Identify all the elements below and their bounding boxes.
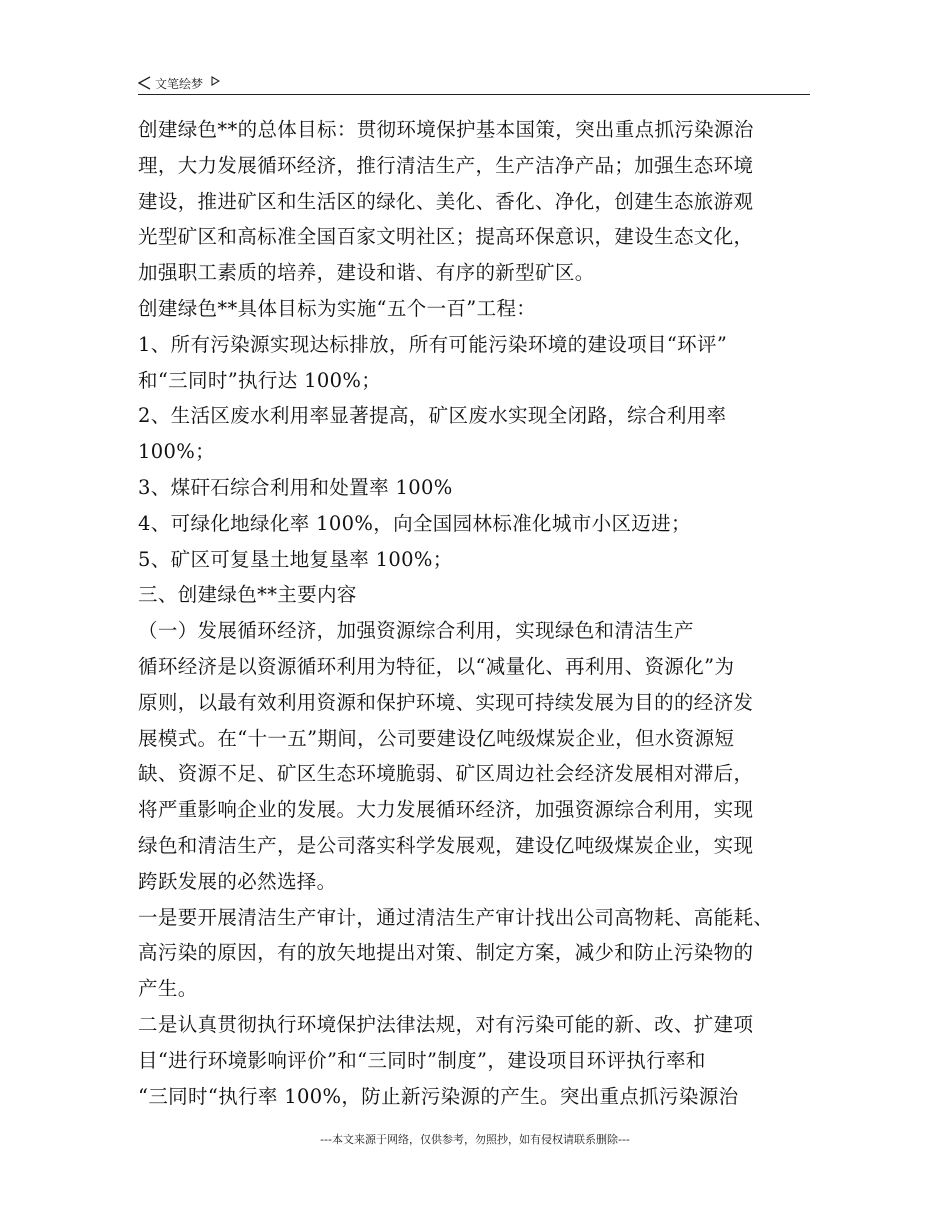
text-line: “三同时“执行率 100%，防止新污染源的产生。突出重点抓污染源治 xyxy=(138,1084,739,1108)
text-line: 缺、资源不足、矿区生态环境脆弱、矿区周边社会经济发展相对滞后， xyxy=(138,762,754,786)
text-line: 创建绿色**的总体目标：贯彻环境保护基本国策，突出重点抓污染源治 xyxy=(138,118,754,141)
text-line: 3、煤矸石综合利用和处置率 100% xyxy=(138,475,453,499)
header-title: 文笔绘梦 xyxy=(155,76,204,91)
text-line: 绿色和清洁生产，是公司落实科学发展观，建设亿吨级煤炭企业，实现 xyxy=(138,833,754,857)
text-line: 产生。 xyxy=(138,977,198,1001)
text-line: 将严重影响企业的发展。大力发展循环经济，加强资源综合利用，实现 xyxy=(138,798,754,822)
text-line: 建设，推进矿区和生活区的绿化、美化、香化、净化，创建生态旅游观 xyxy=(138,189,754,213)
text-line: （一）发展循环经济，加强资源综合利用，实现绿色和清洁生产 xyxy=(138,619,694,643)
text-line: 4、可绿化地绿化率 100%，向全国园林标准化城市小区迈进； xyxy=(138,511,691,535)
page-header xyxy=(138,72,810,95)
text-line: 一是要开展清洁生产审计，通过清洁生产审计找出公司高物耗、高能耗、 xyxy=(138,905,774,929)
text-line: 目“进行环境影响评价”和“三同时”制度”，建设项目环评执行率和 xyxy=(138,1048,706,1072)
text-line: 高污染的原因，有的放矢地提出对策、制定方案，减少和防止污染物的 xyxy=(138,941,754,965)
triangle-right-icon xyxy=(211,76,220,86)
text-line: 加强职工素质的培养，建设和谐、有序的新型矿区。 xyxy=(138,261,595,285)
text-line: 创建绿色**具体目标为实施“五个一百”工程： xyxy=(138,296,537,320)
text-line: 5、矿区可复垦土地复垦率 100%； xyxy=(138,547,453,571)
text-line: 2、生活区废水利用率显著提高，矿区废水实现全闭路，综合利用率 xyxy=(138,404,727,428)
text-line: 三、创建绿色**主要内容 xyxy=(138,583,357,607)
text-line: 展模式。在“十一五”期间，公司要建设亿吨级煤炭企业，但水资源短 xyxy=(138,726,735,750)
text-line: 100%； xyxy=(138,440,215,464)
text-line: 1、所有污染源实现达标排放，所有可能污染环境的建设项目“环评” xyxy=(138,332,728,356)
text-line: 循环经济是以资源循环利用为特征，以“减量化、再利用、资源化”为 xyxy=(138,654,735,678)
text-line: 理，大力发展循环经济，推行清洁生产，生产洁净产品；加强生态环境 xyxy=(138,153,754,177)
text-line: 原则，以最有效利用资源和保护环境、实现可持续发展为目的的经济发 xyxy=(138,690,754,714)
text-line: 光型矿区和高标准全国百家文明社区；提高环保意识，建设生态文化， xyxy=(138,225,754,249)
text-line: 跨跃发展的必然选择。 xyxy=(138,869,337,893)
text-line: 和“三同时”执行达 100%； xyxy=(138,368,382,392)
footer-notice: ---本文来源于网络，仅供参考，勿照抄，如有侵权请联系删除--- xyxy=(320,1133,630,1146)
text-line: 二是认真贯彻执行环境保护法律法规，对有污染可能的新、改、扩建项 xyxy=(138,1012,754,1036)
document-body xyxy=(138,112,818,1114)
triangle-left-icon xyxy=(138,76,151,90)
